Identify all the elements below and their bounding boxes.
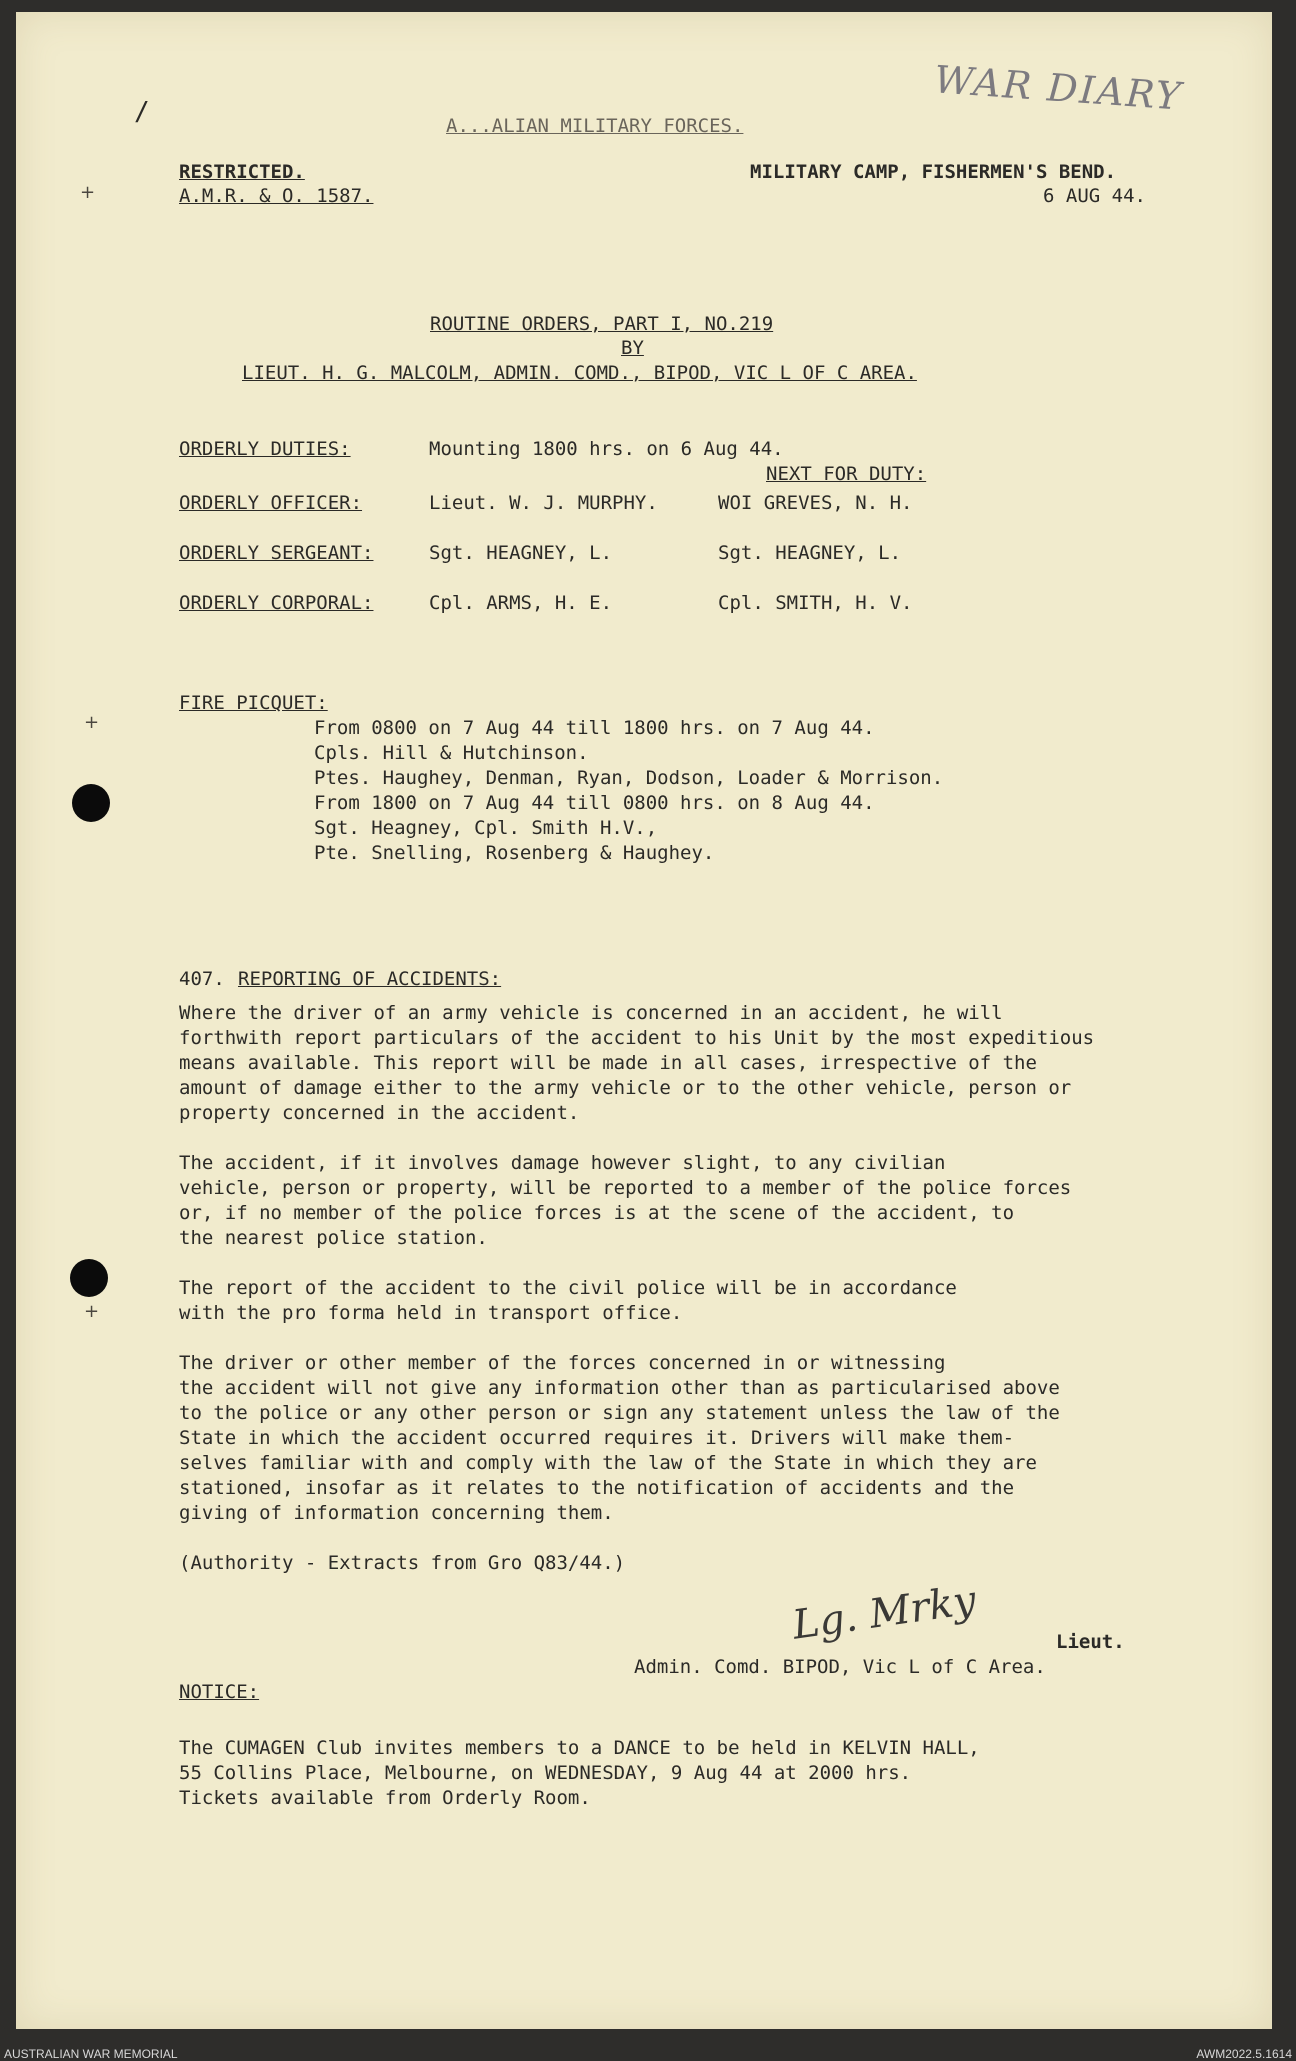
order-number: 407. bbox=[179, 968, 225, 990]
war-diary-annotation: WAR DIARY bbox=[932, 57, 1184, 119]
notice-line: 55 Collins Place, Melbourne, on WEDNESDAY, 9 Aug 44 at 2000 hrs. bbox=[179, 1762, 912, 1784]
notice-line: The CUMAGEN Club invites members to a DANCE to be held in KELVIN HALL, bbox=[179, 1737, 980, 1759]
orders-by: BY bbox=[621, 337, 644, 359]
orderly-sergeant-label: ORDERLY SERGEANT: bbox=[179, 542, 374, 564]
fire-picquet-line: Ptes. Haughey, Denman, Ryan, Dodson, Loader & Morrison. bbox=[314, 767, 944, 789]
reporting-paragraph-4: The driver or other member of the forces concerned in or witnessing the accident will not give any information other than as particularised above to the police or any other person or sign any statement unless the law of the State in which the accident occurred requires it. Drivers will make them- selves familiar with and comply with the law of the State in which they are stationed, insofar as it relates to the notification of accidents and the giving of information concerning them. bbox=[179, 1352, 1060, 1524]
authority-reference: (Authority - Extracts from Gro Q83/44.) bbox=[179, 1552, 626, 1574]
fire-picquet-line: Cpls. Hill & Hutchinson. bbox=[314, 742, 589, 764]
date-header: 6 AUG 44. bbox=[1043, 185, 1146, 207]
next-for-duty-heading: NEXT FOR DUTY: bbox=[766, 463, 927, 485]
reporting-paragraph-3: The report of the accident to the civil police will be in accordance with the pro forma held in transport office. bbox=[179, 1277, 957, 1324]
reporting-paragraph-1: Where the driver of an army vehicle is concerned in an accident, he will forthwith report particulars of the accident to his Unit by the most expeditious means available. This report will be made in all cases, irrespective of the amount of damage either to the army vehicle or to the other vehicle, person or property concerned in the accident. bbox=[179, 1002, 1095, 1124]
signatory-appointment: Admin. Comd. BIPOD, Vic L of C Area. bbox=[634, 1656, 1046, 1678]
fire-picquet-line: Sgt. Heagney, Cpl. Smith H.V., bbox=[314, 817, 658, 839]
notice-line: Tickets available from Orderly Room. bbox=[179, 1787, 591, 1809]
margin-tick-mark: + bbox=[80, 182, 96, 203]
fire-picquet-line: From 1800 on 7 Aug 44 till 0800 hrs. on 8 Aug 44. bbox=[314, 792, 875, 814]
margin-tick-mark: + bbox=[84, 712, 100, 733]
orderly-officer-current: Lieut. W. J. MURPHY. bbox=[429, 492, 658, 514]
classification: RESTRICTED. bbox=[179, 161, 305, 183]
orderly-corporal-current: Cpl. ARMS, H. E. bbox=[429, 592, 613, 614]
page-mark: / bbox=[134, 97, 150, 127]
orderly-corporal-label: ORDERLY CORPORAL: bbox=[179, 592, 374, 614]
orderly-officer-next: WOI GREVES, N. H. bbox=[718, 492, 913, 514]
orderly-sergeant-next: Sgt. HEAGNEY, L. bbox=[718, 542, 902, 564]
signatory-rank: Lieut. bbox=[1056, 1631, 1125, 1653]
fire-picquet-line: From 0800 on 7 Aug 44 till 1800 hrs. on 7 Aug 44. bbox=[314, 717, 875, 739]
fire-picquet-line: Pte. Snelling, Rosenberg & Haughey. bbox=[314, 842, 715, 864]
document-page bbox=[16, 12, 1272, 2029]
orderly-officer-label: ORDERLY OFFICER: bbox=[179, 492, 363, 514]
margin-tick-mark: + bbox=[84, 1301, 100, 1322]
punch-hole-bottom bbox=[70, 1259, 108, 1297]
orderly-duties-label: ORDERLY DUTIES: bbox=[179, 438, 351, 460]
orderly-corporal-next: Cpl. SMITH, H. V. bbox=[718, 592, 913, 614]
handwritten-signature: Lg. Mrky bbox=[789, 1577, 979, 1649]
reporting-heading: REPORTING OF ACCIDENTS: bbox=[238, 968, 502, 990]
orderly-sergeant-current: Sgt. HEAGNEY, L. bbox=[429, 542, 613, 564]
orders-title: ROUTINE ORDERS, PART I, NO.219 bbox=[430, 313, 774, 335]
fire-picquet-heading: FIRE PICQUET: bbox=[179, 692, 328, 714]
regulation-reference: A.M.R. & O. 1587. bbox=[179, 185, 374, 207]
reporting-paragraph-2: The accident, if it involves damage however slight, to any civilian vehicle, person or property, will be reported to a member of the police forces or, if no member of the police forces is at the scene of the accident, to the nearest police station. bbox=[179, 1152, 1072, 1249]
force-title: A...ALIAN MILITARY FORCES. bbox=[446, 115, 744, 137]
orderly-duties-text: Mounting 1800 hrs. on 6 Aug 44. bbox=[429, 438, 784, 460]
issuing-officer: LIEUT. H. G. MALCOLM, ADMIN. COMD., BIPOD, VIC L OF C AREA. bbox=[242, 362, 917, 384]
punch-hole-top bbox=[72, 784, 110, 822]
location-header: MILITARY CAMP, FISHERMEN'S BEND. bbox=[750, 161, 1117, 183]
notice-heading: NOTICE: bbox=[179, 1681, 260, 1703]
archive-footer-right: AWM2022.5.1614 bbox=[1196, 2047, 1292, 2061]
archive-footer-left: AUSTRALIAN WAR MEMORIAL bbox=[4, 2047, 178, 2061]
